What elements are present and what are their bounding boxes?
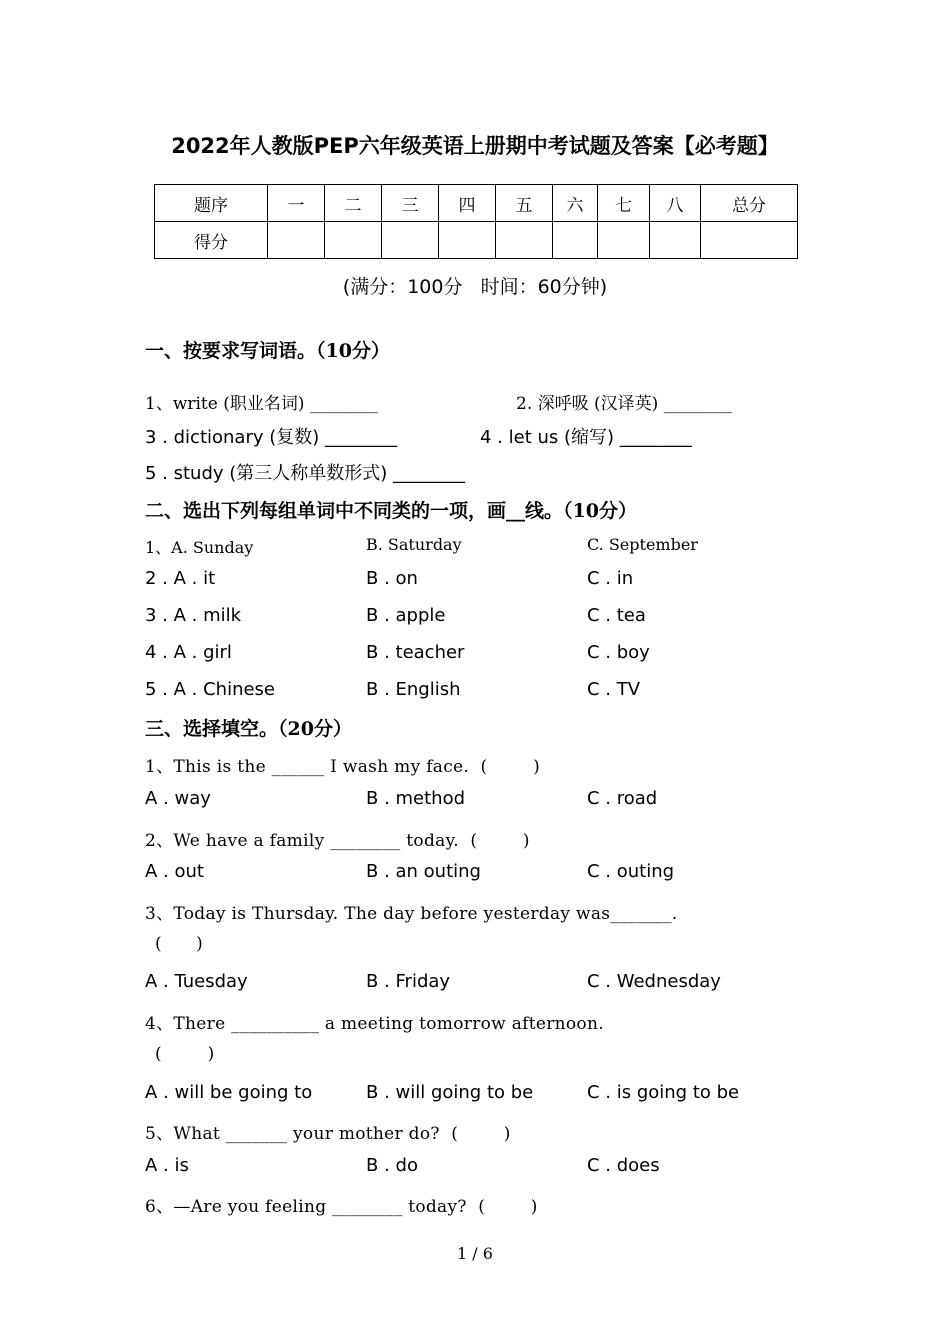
score-header-cell: 七 [598, 185, 650, 222]
s2-row4-c: C . boy [587, 642, 650, 663]
score-cell [325, 222, 382, 259]
s2-row3-c: C . tea [587, 605, 646, 626]
s3-q5-option-c: C . does [587, 1155, 660, 1176]
section3-heading: 三、选择填空。（20分） [145, 718, 352, 740]
s3-q1-option-a: A . way [145, 788, 211, 809]
score-cell [382, 222, 439, 259]
score-cell [553, 222, 598, 259]
s2-row2-c: C . in [587, 568, 634, 589]
s2-row2-a: 2 . A . it [145, 568, 216, 589]
s3-q3-option-a: A . Tuesday [145, 971, 248, 992]
s3-question-5: 5、What _______ your mother do? ( ) [145, 1124, 511, 1144]
s2-row1-a: 1、A. Sunday [145, 538, 254, 557]
s1-question-1: 1、write (职业名词) ________ [145, 394, 378, 414]
score-table [154, 184, 798, 259]
s3-question-4: 4、There __________ a meeting tomorrow afternoon. [145, 1014, 604, 1034]
s3-q4-option-c: C . is going to be [587, 1082, 740, 1103]
s3-q1-option-b: B . method [366, 788, 466, 809]
s2-row5-c: C . TV [587, 679, 641, 700]
score-cell [439, 222, 496, 259]
s3-q4-option-a: A . will be going to [145, 1082, 313, 1103]
s2-row1-c: C. September [587, 535, 698, 554]
s2-row1-b: B. Saturday [366, 535, 462, 554]
score-header-cell: 总分 [701, 185, 798, 222]
s3-q1-option-c: C . road [587, 788, 658, 809]
s2-row4-a: 4 . A . girl [145, 642, 232, 663]
s3-q2-option-b: B . an outing [366, 861, 481, 882]
score-table-header-row [155, 185, 798, 222]
s2-row5-a: 5 . A . Chinese [145, 679, 276, 700]
score-table-score-row [155, 222, 798, 259]
s1-question-3: 3 . dictionary (复数) ________ [145, 427, 397, 448]
s3-q4-answer-paren: ( ) [155, 1044, 215, 1064]
score-cell [268, 222, 325, 259]
s3-q5-option-b: B . do [366, 1155, 418, 1176]
page-number: 1 / 6 [457, 1244, 493, 1263]
s1-question-5: 5 . study (第三人称单数形式) ________ [145, 463, 466, 484]
s3-q2-option-c: C . outing [587, 861, 675, 882]
score-cell [701, 222, 798, 259]
s3-q2-option-a: A . out [145, 861, 204, 882]
score-row-label: 得分 [155, 222, 268, 259]
section2-heading: 二、选出下列每组单词中不同类的一项，画__线。（10分） [145, 500, 637, 522]
s3-question-1: 1、This is the ______ I wash my face. ( ) [145, 757, 541, 777]
s3-q5-option-a: A . is [145, 1155, 189, 1176]
page-title: 2022年人教版PEP六年级英语上册期中考试题及答案【必考题】 [171, 134, 779, 158]
s2-row4-b: B . teacher [366, 642, 465, 663]
score-header-cell: 题序 [155, 185, 268, 222]
s3-question-6: 6、—Are you feeling ________ today? ( ) [145, 1197, 538, 1217]
s2-row2-b: B . on [366, 568, 418, 589]
s2-row3-a: 3 . A . milk [145, 605, 242, 626]
s1-question-4: 4 . let us (缩写) ________ [480, 427, 692, 448]
section1-heading: 一、按要求写词语。（10分） [145, 340, 390, 362]
score-header-cell: 六 [553, 185, 598, 222]
exam-info: (满分：100分 时间：60分钟) [342, 276, 608, 298]
score-cell [598, 222, 650, 259]
score-header-cell: 五 [496, 185, 553, 222]
score-header-cell: 三 [382, 185, 439, 222]
s1-question-2: 2. 深呼吸 (汉译英) ________ [516, 394, 732, 414]
score-cell [496, 222, 553, 259]
s3-q3-option-c: C . Wednesday [587, 971, 721, 992]
score-header-cell: 四 [439, 185, 496, 222]
score-header-cell: 八 [650, 185, 701, 222]
s3-q3-answer-paren: ( ) [155, 934, 204, 954]
score-header-cell: 二 [325, 185, 382, 222]
score-cell [650, 222, 701, 259]
s2-row3-b: B . apple [366, 605, 446, 626]
s3-question-2: 2、We have a family ________ today. ( ) [145, 831, 530, 851]
s3-q3-option-b: B . Friday [366, 971, 451, 992]
s2-row5-b: B . English [366, 679, 461, 700]
s3-question-3: 3、Today is Thursday. The day before yesterday was_______. [145, 904, 678, 924]
score-header-cell: 一 [268, 185, 325, 222]
s3-q4-option-b: B . will going to be [366, 1082, 534, 1103]
